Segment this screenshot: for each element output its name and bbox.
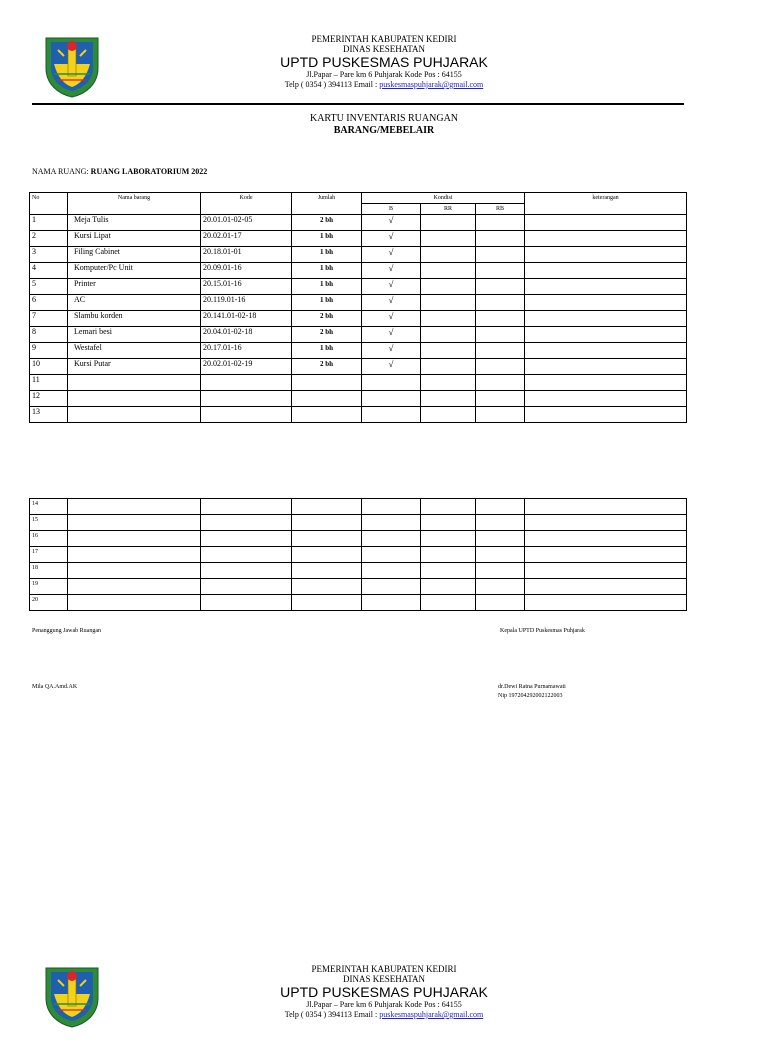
cell-no: 14 <box>30 499 68 515</box>
cell-no: 11 <box>30 375 68 391</box>
cell-quantity: 2 bh <box>292 215 362 231</box>
cell-item-name <box>68 407 201 423</box>
cell-no: 19 <box>30 579 68 595</box>
cell-condition-minor-damage <box>421 327 476 343</box>
header-condition-minor-damage: RR <box>421 204 476 215</box>
cell-condition-good <box>362 595 421 611</box>
cell-condition-major-damage <box>476 407 525 423</box>
table-row <box>30 547 687 563</box>
cell-item-name: Komputer/Pc Unit <box>68 263 201 279</box>
cell-quantity: 1 bh <box>292 279 362 295</box>
cell-code <box>201 563 292 579</box>
cell-condition-major-damage <box>476 263 525 279</box>
cell-item-name <box>68 579 201 595</box>
cell-notes <box>525 247 687 263</box>
table-row <box>30 391 687 407</box>
cell-code: 20.15.01-16 <box>201 279 292 295</box>
cell-item-name: Slambu korden <box>68 311 201 327</box>
table-row <box>30 595 687 611</box>
institution-address: Jl.Papar – Pare km 6 Puhjarak Kode Pos : 64155 <box>306 1000 462 1009</box>
cell-quantity <box>292 579 362 595</box>
cell-condition-minor-damage <box>421 215 476 231</box>
cell-condition-minor-damage <box>421 515 476 531</box>
header-rule <box>32 103 684 105</box>
cell-item-name: Westafel <box>68 343 201 359</box>
cell-condition-minor-damage <box>421 279 476 295</box>
cell-notes <box>525 279 687 295</box>
table-row <box>30 499 687 515</box>
institution-contact <box>200 80 568 90</box>
cell-condition-major-damage <box>476 595 525 611</box>
cell-condition-minor-damage <box>421 579 476 595</box>
cell-no: 6 <box>30 295 68 311</box>
header-no: No <box>30 193 68 215</box>
cell-condition-major-damage <box>476 311 525 327</box>
cell-notes <box>525 391 687 407</box>
inventory-rows-continued <box>30 499 687 611</box>
government-name: PEMERINTAH KABUPATEN KEDIRI <box>311 964 457 974</box>
cell-quantity <box>292 563 362 579</box>
cell-condition-minor-damage <box>421 231 476 247</box>
cell-quantity <box>292 375 362 391</box>
cell-notes <box>525 359 687 375</box>
table-row <box>30 515 687 531</box>
cell-notes <box>525 215 687 231</box>
cell-code: 20.18.01-01 <box>201 247 292 263</box>
cell-no: 13 <box>30 407 68 423</box>
table-row <box>30 263 687 279</box>
cell-condition-minor-damage <box>421 391 476 407</box>
cell-item-name <box>68 595 201 611</box>
table-row <box>30 531 687 547</box>
cell-quantity: 1 bh <box>292 295 362 311</box>
cell-condition-good: √ <box>362 247 421 263</box>
cell-notes <box>525 375 687 391</box>
letterhead-text <box>200 34 568 90</box>
cell-notes <box>525 531 687 547</box>
right-signature-nip: Nip 197204292002122003 <box>498 693 563 699</box>
cell-condition-minor-damage <box>421 295 476 311</box>
cell-condition-good <box>362 531 421 547</box>
cell-condition-minor-damage <box>421 595 476 611</box>
cell-code: 20.119.01-16 <box>201 295 292 311</box>
cell-no: 18 <box>30 563 68 579</box>
cell-item-name: Lemari besi <box>68 327 201 343</box>
table-row <box>30 247 687 263</box>
header-condition-major-damage: RB <box>476 204 525 215</box>
cell-quantity: 2 bh <box>292 327 362 343</box>
cell-condition-minor-damage <box>421 531 476 547</box>
cell-no: 12 <box>30 391 68 407</box>
email-link[interactable]: puskesmaspuhjarak@gmail.com <box>379 80 484 89</box>
cell-condition-minor-damage <box>421 247 476 263</box>
table-row <box>30 215 687 231</box>
room-name: RUANG LABORATORIUM 2022 <box>90 167 208 176</box>
cell-no: 17 <box>30 547 68 563</box>
cell-notes <box>525 343 687 359</box>
cell-no: 5 <box>30 279 68 295</box>
cell-item-name: Kursi Putar <box>68 359 201 375</box>
cell-condition-good <box>362 499 421 515</box>
department-name: DINAS KESEHATAN <box>342 44 426 54</box>
cell-condition-minor-damage <box>421 407 476 423</box>
table-row <box>30 359 687 375</box>
phone-text: Telp ( 0354 ) 394113 Email : <box>284 1010 380 1019</box>
cell-condition-major-damage <box>476 231 525 247</box>
inventory-table-continued <box>29 498 687 611</box>
cell-quantity <box>292 515 362 531</box>
cell-condition-major-damage <box>476 579 525 595</box>
header-code: Kode <box>201 193 292 215</box>
cell-condition-major-damage <box>476 247 525 263</box>
cell-no: 7 <box>30 311 68 327</box>
cell-item-name <box>68 391 201 407</box>
table-row <box>30 343 687 359</box>
cell-notes <box>525 595 687 611</box>
cell-quantity <box>292 531 362 547</box>
cell-code: 20.17.01-16 <box>201 343 292 359</box>
cell-code: 20.09.01-16 <box>201 263 292 279</box>
government-name: PEMERINTAH KABUPATEN KEDIRI <box>311 34 457 44</box>
document-title-block <box>200 113 568 137</box>
cell-condition-good <box>362 563 421 579</box>
cell-condition-minor-damage <box>421 375 476 391</box>
institution-address: Jl.Papar – Pare km 6 Puhjarak Kode Pos : 64155 <box>306 70 462 79</box>
cell-quantity: 2 bh <box>292 359 362 375</box>
cell-no: 4 <box>30 263 68 279</box>
cell-condition-major-damage <box>476 515 525 531</box>
table-row <box>30 311 687 327</box>
cell-code: 20.02.01-02-19 <box>201 359 292 375</box>
cell-item-name <box>68 563 201 579</box>
cell-no: 8 <box>30 327 68 343</box>
cell-item-name <box>68 375 201 391</box>
cell-condition-minor-damage <box>421 263 476 279</box>
cell-no: 3 <box>30 247 68 263</box>
header-item-name: Nama barang <box>68 193 201 215</box>
cell-notes <box>525 311 687 327</box>
institution-name: UPTD PUSKESMAS PUHJARAK <box>280 54 488 70</box>
cell-notes <box>525 327 687 343</box>
cell-condition-major-damage <box>476 327 525 343</box>
cell-no: 16 <box>30 531 68 547</box>
cell-code <box>201 547 292 563</box>
cell-condition-good: √ <box>362 295 421 311</box>
cell-condition-good: √ <box>362 263 421 279</box>
table-row <box>30 407 687 423</box>
cell-notes <box>525 231 687 247</box>
institution-contact <box>200 1010 568 1020</box>
cell-condition-good <box>362 407 421 423</box>
cell-condition-minor-damage <box>421 499 476 515</box>
cell-code: 20.01.01-02-05 <box>201 215 292 231</box>
cell-notes <box>525 515 687 531</box>
cell-condition-major-damage <box>476 279 525 295</box>
cell-condition-good: √ <box>362 327 421 343</box>
regency-emblem-icon <box>44 34 100 98</box>
inventory-table <box>29 192 687 423</box>
cell-condition-major-damage <box>476 295 525 311</box>
room-prefix: NAMA RUANG: <box>32 167 91 176</box>
cell-notes <box>525 563 687 579</box>
cell-item-name: Meja Tulis <box>68 215 201 231</box>
cell-item-name <box>68 531 201 547</box>
cell-condition-good: √ <box>362 359 421 375</box>
cell-quantity: 1 bh <box>292 343 362 359</box>
letterhead-top <box>0 34 768 124</box>
inventory-rows <box>30 215 687 423</box>
right-signature-title: Kepala UPTD Puskesmas Puhjarak <box>500 628 585 634</box>
cell-no: 2 <box>30 231 68 247</box>
cell-condition-good: √ <box>362 231 421 247</box>
left-signature-name: Mila QA.Amd.AK <box>32 684 78 690</box>
cell-condition-good: √ <box>362 343 421 359</box>
cell-notes <box>525 407 687 423</box>
cell-condition-major-damage <box>476 375 525 391</box>
cell-condition-major-damage <box>476 499 525 515</box>
institution-name: UPTD PUSKESMAS PUHJARAK <box>280 984 488 1000</box>
regency-emblem-icon <box>44 964 100 1028</box>
cell-quantity: 1 bh <box>292 263 362 279</box>
cell-code: 20.04.01-02-18 <box>201 327 292 343</box>
cell-condition-major-damage <box>476 563 525 579</box>
cell-condition-minor-damage <box>421 547 476 563</box>
cell-condition-major-damage <box>476 531 525 547</box>
cell-condition-major-damage <box>476 343 525 359</box>
cell-notes <box>525 263 687 279</box>
cell-condition-minor-damage <box>421 311 476 327</box>
right-signature-name: dr.Dewi Ratna Purnamawati <box>498 684 566 690</box>
email-link[interactable]: puskesmaspuhjarak@gmail.com <box>379 1010 484 1019</box>
cell-quantity: 2 bh <box>292 311 362 327</box>
cell-condition-major-damage <box>476 547 525 563</box>
cell-notes <box>525 499 687 515</box>
cell-item-name: Printer <box>68 279 201 295</box>
cell-code <box>201 515 292 531</box>
cell-condition-minor-damage <box>421 563 476 579</box>
cell-notes <box>525 547 687 563</box>
table-row <box>30 579 687 595</box>
left-signature-title: Penanggung Jawab Ruangan <box>32 628 101 634</box>
cell-condition-good <box>362 391 421 407</box>
cell-no: 1 <box>30 215 68 231</box>
cell-quantity <box>292 547 362 563</box>
table-row <box>30 375 687 391</box>
room-label <box>32 167 207 176</box>
cell-code <box>201 391 292 407</box>
header-notes: keterangan <box>525 193 687 215</box>
cell-notes <box>525 579 687 595</box>
table-row <box>30 231 687 247</box>
cell-condition-major-damage <box>476 215 525 231</box>
cell-code <box>201 579 292 595</box>
cell-condition-good <box>362 375 421 391</box>
cell-no: 9 <box>30 343 68 359</box>
header-condition: Kondisi <box>362 193 525 204</box>
cell-item-name: Kursi Lipat <box>68 231 201 247</box>
cell-code <box>201 407 292 423</box>
phone-text: Telp ( 0354 ) 394113 Email : <box>284 80 380 89</box>
cell-quantity <box>292 595 362 611</box>
cell-code: 20.141.01-02-18 <box>201 311 292 327</box>
cell-condition-minor-damage <box>421 343 476 359</box>
cell-no: 20 <box>30 595 68 611</box>
header-condition-good: B <box>362 204 421 215</box>
cell-code <box>201 499 292 515</box>
document-subtitle: BARANG/MEBELAIR <box>333 125 435 136</box>
letterhead-bottom <box>0 964 768 1054</box>
table-row <box>30 563 687 579</box>
cell-quantity: 1 bh <box>292 231 362 247</box>
table-row <box>30 327 687 343</box>
cell-no: 15 <box>30 515 68 531</box>
cell-code <box>201 531 292 547</box>
department-name: DINAS KESEHATAN <box>342 974 426 984</box>
cell-condition-major-damage <box>476 359 525 375</box>
cell-quantity <box>292 391 362 407</box>
cell-code <box>201 375 292 391</box>
cell-condition-good <box>362 579 421 595</box>
cell-condition-good: √ <box>362 215 421 231</box>
cell-notes <box>525 295 687 311</box>
cell-condition-good <box>362 547 421 563</box>
cell-item-name <box>68 499 201 515</box>
cell-quantity <box>292 407 362 423</box>
header-quantity: Jumlah <box>292 193 362 215</box>
cell-item-name <box>68 547 201 563</box>
cell-condition-minor-damage <box>421 359 476 375</box>
cell-condition-major-damage <box>476 391 525 407</box>
cell-condition-good: √ <box>362 311 421 327</box>
cell-item-name <box>68 515 201 531</box>
cell-item-name: Filing Cabinet <box>68 247 201 263</box>
cell-code <box>201 595 292 611</box>
cell-item-name: AC <box>68 295 201 311</box>
document-title: KARTU INVENTARIS RUANGAN <box>309 113 459 124</box>
table-row <box>30 295 687 311</box>
cell-condition-good: √ <box>362 279 421 295</box>
cell-quantity: 1 bh <box>292 247 362 263</box>
cell-quantity <box>292 499 362 515</box>
letterhead-text <box>200 964 568 1020</box>
table-row <box>30 279 687 295</box>
cell-no: 10 <box>30 359 68 375</box>
cell-condition-good <box>362 515 421 531</box>
cell-code: 20.02.01-17 <box>201 231 292 247</box>
